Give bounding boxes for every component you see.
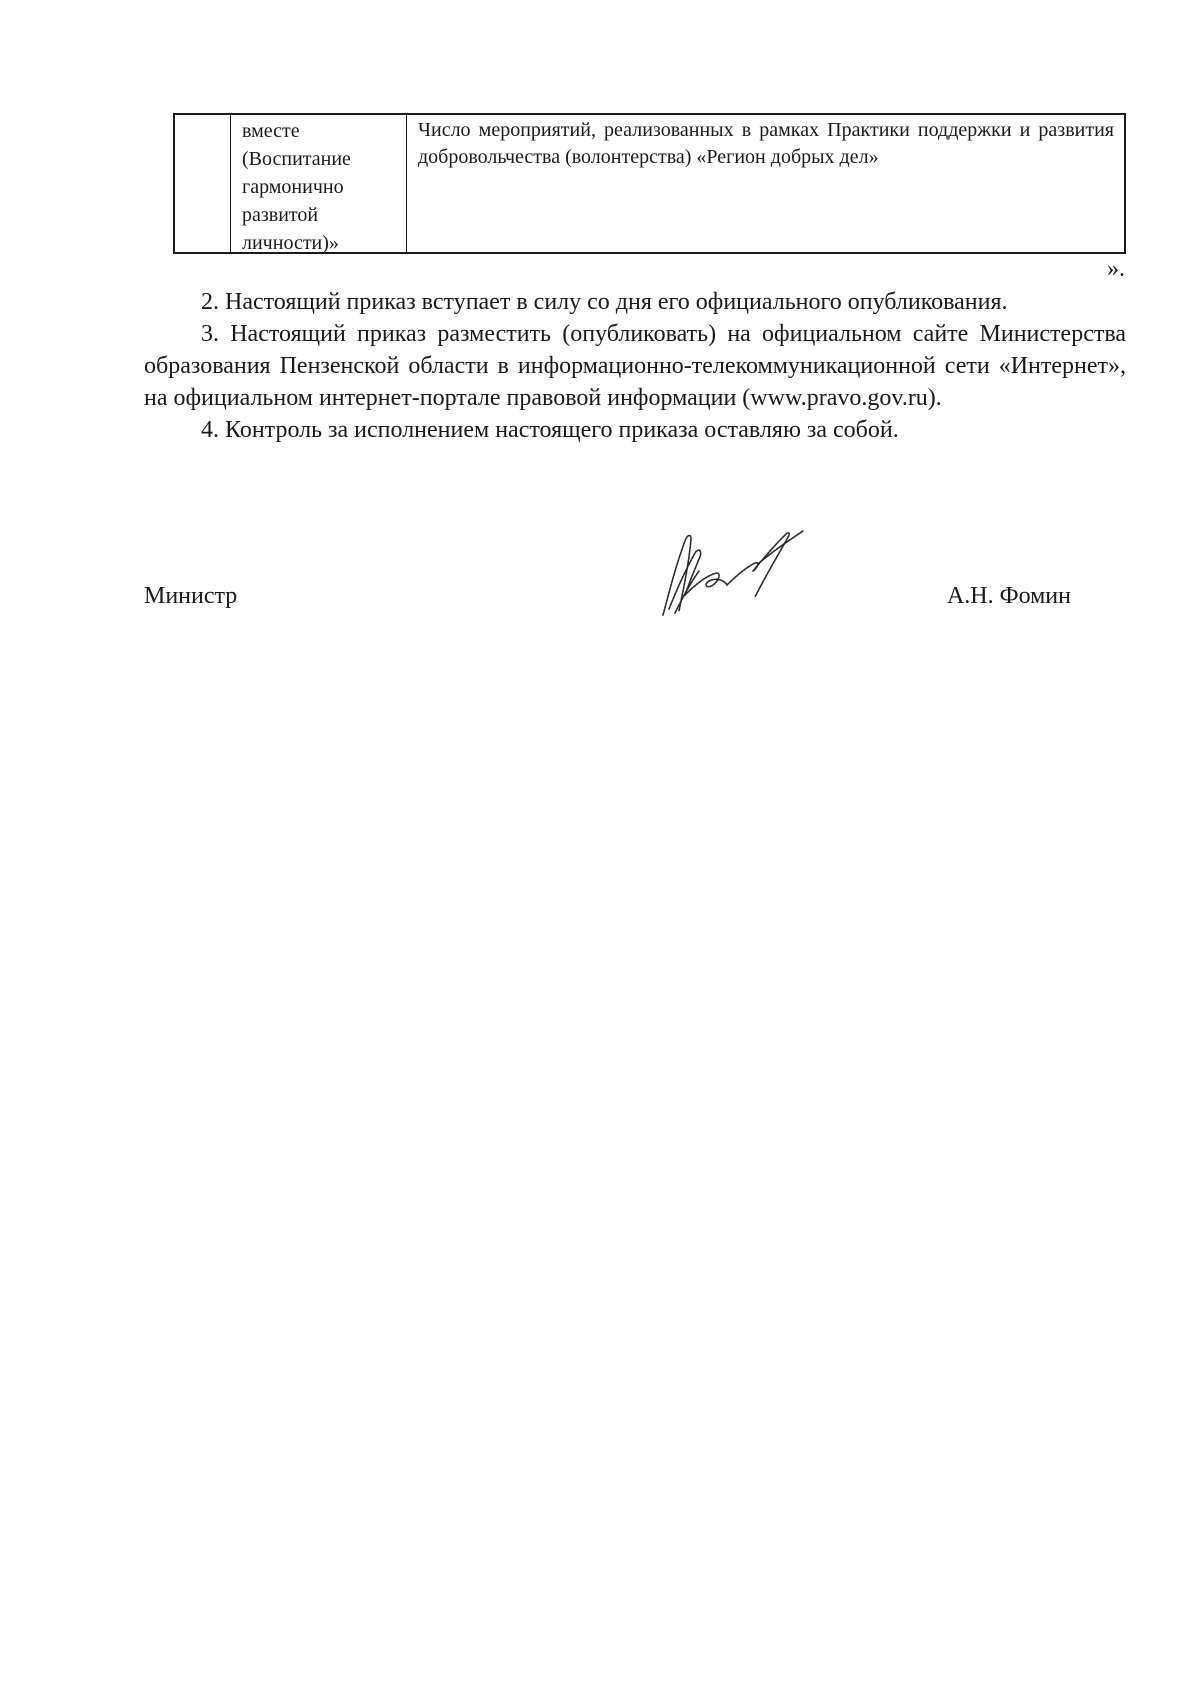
- paragraph-3: 3. Настоящий приказ разместить (опубликовать) на официальном сайте Министерства образования Пензенской области в информационно-телекоммуникационной сети «Интернет», на официальном интернет-портале правовой информации (www.pravo.gov.ru).: [144, 321, 1126, 411]
- practice-name-line: личности)»: [242, 232, 339, 254]
- handwritten-signature-icon: [655, 523, 825, 623]
- table-cell-number: [175, 115, 231, 252]
- table-cell-indicator: Число мероприятий, реализованных в рамках Практики поддержки и развития добровольчества (волонтерства) «Регион добрых дел»: [418, 119, 1114, 168]
- indicator-table: [173, 113, 1126, 254]
- practice-name-line: гармонично: [242, 176, 344, 198]
- order-body: [144, 286, 1126, 446]
- paragraph-2: 2. Настоящий приказ вступает в силу со дня его официального опубликования.: [201, 289, 1008, 315]
- practice-name-line: развитой: [242, 204, 319, 226]
- signatory-title: Министр: [144, 583, 238, 609]
- signatory-name: А.Н. Фомин: [946, 583, 1071, 609]
- signature-block: [144, 583, 1126, 623]
- table-cell-practice-name: [231, 115, 407, 252]
- paragraph-4: 4. Контроль за исполнением настоящего приказа оставляю за собой.: [201, 417, 899, 443]
- table-closing-quote: ».: [1107, 256, 1125, 282]
- practice-name-line: (Воспитание: [242, 148, 351, 170]
- practice-name-line: вместе: [242, 120, 300, 142]
